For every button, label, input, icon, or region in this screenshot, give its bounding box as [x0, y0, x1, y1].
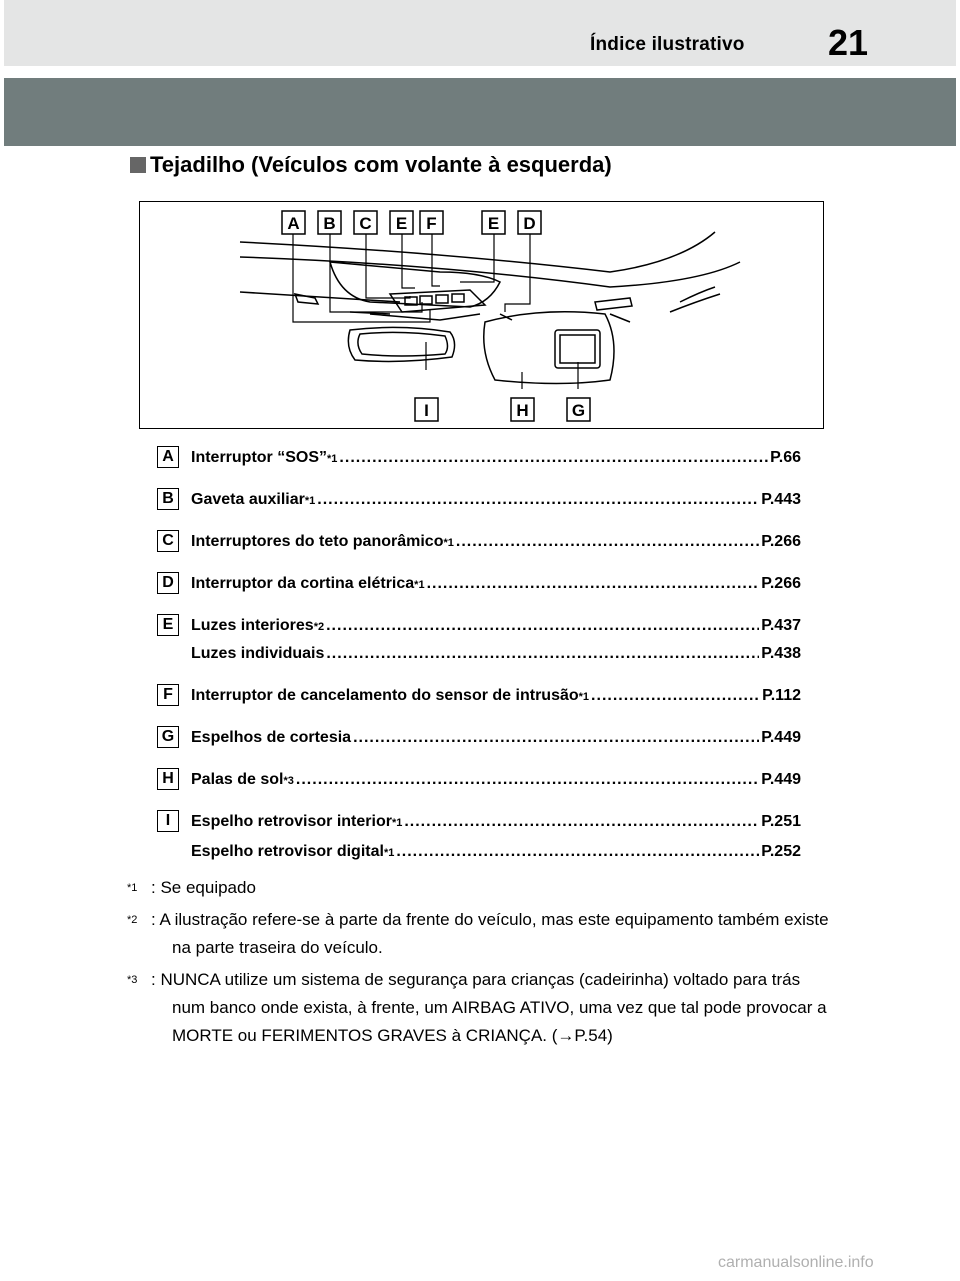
square-bullet-icon — [130, 157, 146, 173]
footnote — [127, 906, 832, 962]
item-line[interactable]: Gaveta auxiliar *1 ..... P.443 — [191, 491, 801, 509]
footnote-mark: *3 — [127, 974, 138, 986]
item-line[interactable]: Interruptores do teto panorâmico *1 ..... P.266 — [191, 533, 801, 551]
item-letter: C — [157, 530, 179, 552]
callout-e-2: E — [487, 214, 500, 233]
footnote — [127, 874, 832, 902]
item-page[interactable]: P.252 — [761, 843, 801, 860]
item-letter: E — [157, 614, 179, 636]
item-page[interactable]: P.449 — [761, 729, 801, 746]
item-line[interactable]: Interruptor de cancelamento do sensor de intrusão *1 ..... P.112 — [191, 687, 801, 705]
item-letter: G — [157, 726, 179, 748]
item-label: Interruptor “SOS” — [191, 449, 328, 466]
header-strip — [4, 0, 956, 66]
callout-b: B — [323, 214, 336, 233]
item-label: Palas de sol — [191, 771, 284, 788]
dot-leader — [456, 533, 759, 551]
callout-c: C — [359, 214, 372, 233]
list-item-c — [157, 530, 807, 570]
item-letter: A — [157, 446, 179, 468]
dot-leader — [296, 771, 759, 789]
list-item-g — [157, 726, 807, 766]
item-line[interactable]: Interruptor da cortina elétrica *1 ..... P.266 — [191, 575, 801, 593]
item-label: Interruptor da cortina elétrica — [191, 575, 415, 592]
footnote-text: : NUNCA utilize um sistema de segurança para crianças (cadeirinha) voltado para trás num banco onde exista, à frente, um AIRBAG ATIVO, uma vez que tal pode provocar a MORTE ou FERIMENTOS GRAVES à CRIANÇA. (→P.54) — [151, 970, 827, 1045]
footnote-text: : A ilustração refere-se à parte da frente do veículo, mas este equipamento também existe na parte traseira do veículo. — [151, 910, 829, 957]
dot-leader — [396, 843, 759, 861]
item-line[interactable]: Luzes interiores *2 ..... P.437 — [191, 617, 801, 635]
callout-g: G — [571, 401, 586, 420]
item-page[interactable]: P.251 — [761, 813, 801, 830]
page-number: 21 — [828, 22, 869, 63]
list-item-h — [157, 768, 807, 808]
item-line[interactable]: Interruptor “SOS” *1 ..... P.66 — [191, 449, 801, 467]
item-label: Espelho retrovisor interior — [191, 813, 392, 830]
item-line[interactable]: Palas de sol *3 ..... P.449 — [191, 771, 801, 789]
list-item-e — [157, 614, 807, 682]
list-item-d — [157, 572, 807, 612]
item-line[interactable] — [191, 645, 801, 663]
item-page[interactable]: P.449 — [761, 771, 801, 788]
footnote-mark: *2 — [127, 914, 138, 926]
item-label: Luzes individuais — [191, 645, 325, 662]
callout-h: H — [516, 401, 529, 420]
item-label: Luzes interiores — [191, 617, 314, 634]
dot-leader — [591, 687, 760, 705]
item-label: Interruptores do teto panorâmico — [191, 533, 444, 550]
item-line[interactable]: Espelho retrovisor digital *1 ..... P.252 — [191, 843, 801, 861]
dot-leader — [404, 813, 759, 831]
item-page[interactable]: P.266 — [761, 533, 801, 550]
item-letter: I — [157, 810, 179, 832]
item-page[interactable]: P.443 — [761, 491, 801, 508]
item-line[interactable] — [191, 729, 801, 747]
subheading-text: Tejadilho (Veículos com volante à esquerda) — [150, 152, 612, 177]
callout-i: I — [424, 401, 429, 420]
item-page[interactable]: P.112 — [762, 687, 801, 704]
item-label: Interruptor de cancelamento do sensor de intrusão — [191, 687, 579, 704]
item-page[interactable]: P.66 — [770, 449, 801, 466]
dot-leader — [353, 729, 759, 747]
roof-illustration — [139, 201, 824, 429]
dot-leader — [326, 617, 759, 635]
item-page[interactable]: P.266 — [761, 575, 801, 592]
footnotes — [127, 874, 832, 1054]
header-band — [4, 78, 956, 146]
dot-leader — [326, 645, 759, 663]
item-letter: F — [157, 684, 179, 706]
item-letter: H — [157, 768, 179, 790]
item-label: Gaveta auxiliar — [191, 491, 305, 508]
dot-leader — [339, 449, 768, 467]
footnote-mark: *1 — [127, 882, 138, 894]
item-letter: D — [157, 572, 179, 594]
footnote-text: : Se equipado — [151, 878, 256, 897]
item-letter: B — [157, 488, 179, 510]
callout-f: F — [426, 214, 437, 233]
callout-d: D — [523, 214, 536, 233]
callout-a: A — [287, 214, 300, 233]
roof-drawing — [140, 202, 825, 430]
dot-leader — [427, 575, 760, 593]
subheading — [130, 152, 612, 178]
list-item-f — [157, 684, 807, 724]
list-item-b — [157, 488, 807, 528]
list-item-i — [157, 810, 807, 878]
dot-leader — [317, 491, 759, 509]
watermark: carmanualsonline.info — [718, 1254, 874, 1271]
item-label: Espelhos de cortesia — [191, 729, 352, 746]
item-line[interactable]: Espelho retrovisor interior *1 ..... P.251 — [191, 813, 801, 831]
section-title: Índice ilustrativo — [590, 34, 745, 55]
list-item-a — [157, 446, 807, 486]
item-label: Espelho retrovisor digital — [191, 843, 384, 860]
footnote — [127, 966, 832, 1050]
callout-e-1: E — [395, 214, 408, 233]
item-page[interactable]: P.438 — [761, 645, 801, 662]
item-page[interactable]: P.437 — [761, 617, 801, 634]
